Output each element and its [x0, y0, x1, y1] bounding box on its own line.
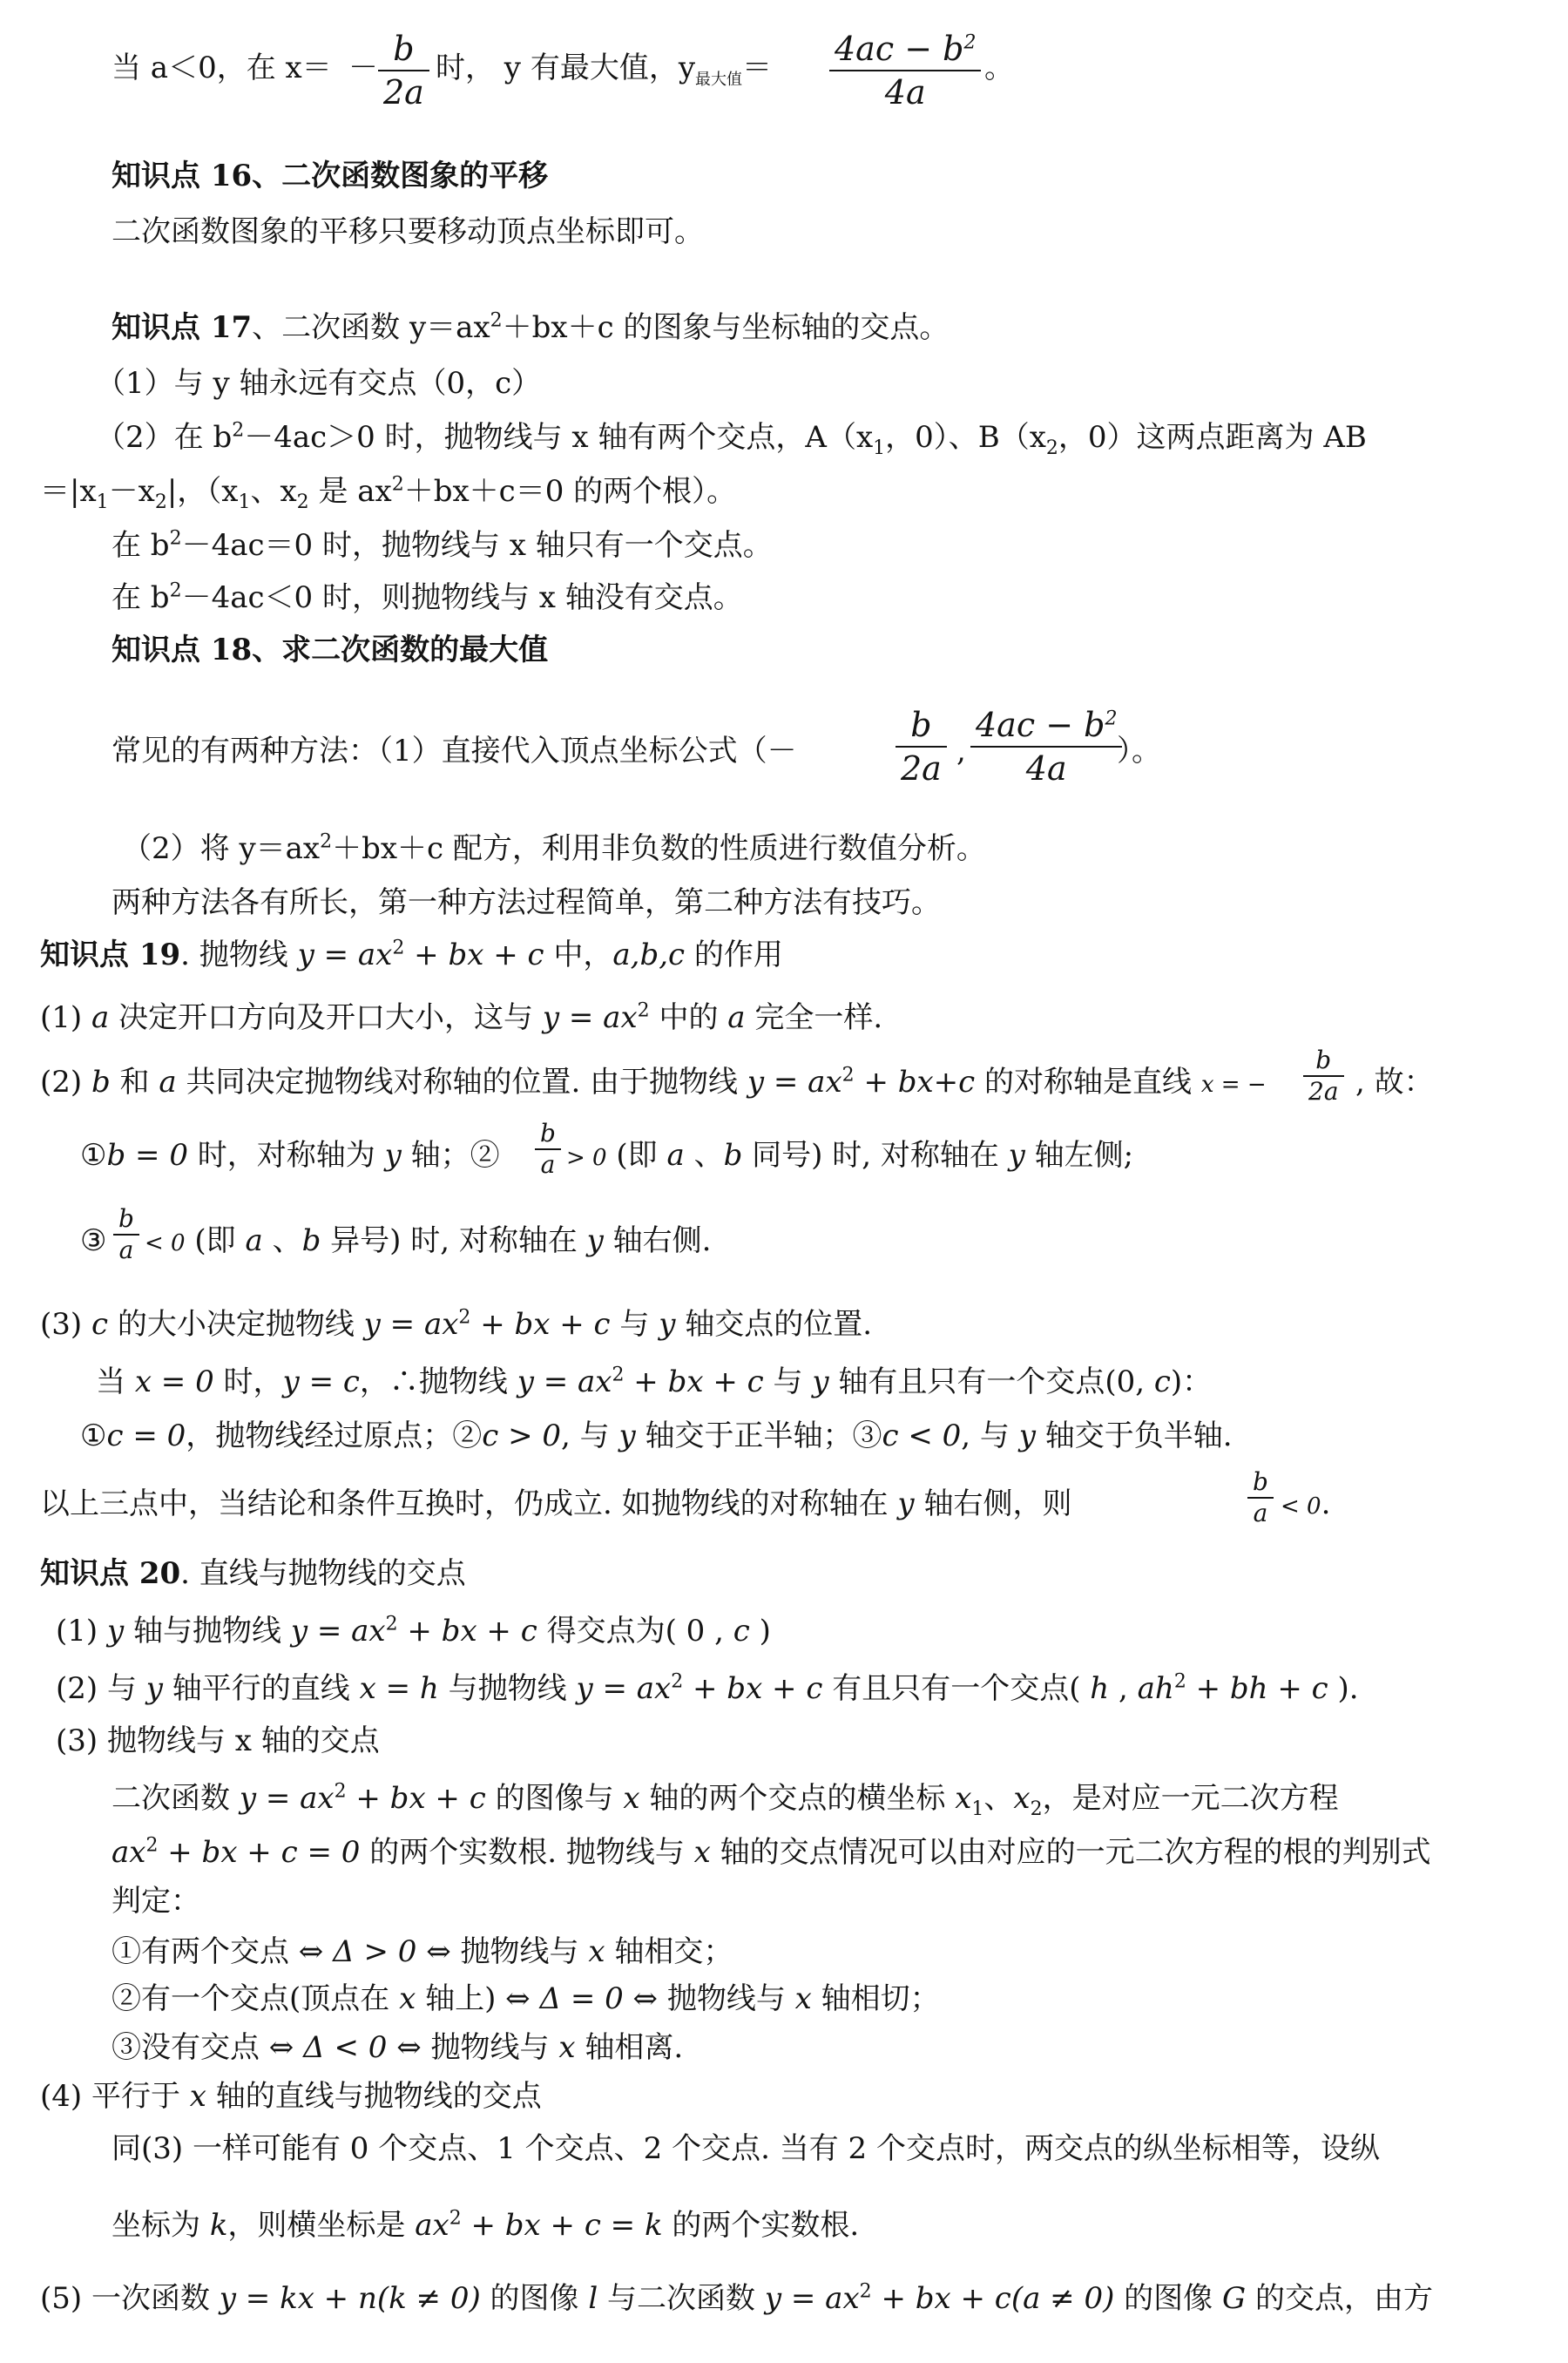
text: ，0）这两点距离为 AB [1058, 420, 1367, 455]
math: c > 0 [482, 1418, 562, 1453]
fraction-b-over-a [1247, 1467, 1274, 1528]
denominator: a [113, 1234, 139, 1265]
text: ，抛物线经过原点；② [186, 1418, 483, 1453]
text: ，则横坐标是 [227, 2208, 416, 2243]
period [984, 51, 1014, 85]
math: b = 0 [106, 1138, 188, 1173]
sup: 2 [637, 999, 650, 1022]
k20-item-4-body-2 [112, 2208, 859, 2243]
k19-item-3-cases [80, 1418, 1233, 1453]
text: )： [1170, 1364, 1213, 1399]
math: Δ > 0 [333, 1934, 417, 1969]
text: 在 b [112, 580, 170, 615]
text: －x [108, 474, 155, 509]
text: 轴交于正半轴；③ [635, 1418, 882, 1453]
text: 有且只有一个交点( [822, 1671, 1091, 1706]
numerator: b [910, 706, 932, 744]
math: l [588, 2281, 598, 2316]
text: ③没有交点 ⇔ [112, 2030, 304, 2065]
text: 、x [250, 474, 297, 509]
text: ). [1328, 1671, 1359, 1706]
math: a [666, 1138, 685, 1173]
subscript-max: 最大值 [695, 70, 743, 89]
text: ）。 [1117, 734, 1161, 768]
math: b [301, 1223, 321, 1258]
fraction-b-over-a [113, 1204, 139, 1265]
k20-title [40, 1556, 466, 1591]
math: c [91, 1307, 109, 1342]
minus-sign [348, 51, 378, 85]
k20-item-3: (3) 抛物线与 x 轴的交点 [56, 1723, 380, 1758]
k19-title [40, 938, 783, 972]
math: y = ax [297, 938, 393, 972]
k20-case-one [112, 1981, 940, 2016]
math: ax [112, 1835, 146, 1870]
text: 决定开口方向及开口大小，这与 [109, 1000, 543, 1035]
math: x [558, 2030, 576, 2065]
heading: 知识点 20 [40, 1556, 181, 1591]
text: 轴有且只有一个交点(0, [828, 1364, 1154, 1399]
text: 。 [984, 51, 1014, 85]
math: a [727, 1000, 746, 1035]
math: y [618, 1418, 636, 1453]
text: |，（x [166, 474, 239, 509]
text: (1) [56, 1614, 107, 1649]
text: 共同决定抛物线对称轴的位置. 由于抛物线 [176, 1065, 747, 1100]
math: + bx + c [683, 1671, 823, 1706]
text: 同号) 时, 对称轴在 [742, 1138, 1009, 1173]
text: 轴平行的直线 [163, 1671, 360, 1706]
sup: 2 [1105, 708, 1118, 730]
math: a [245, 1223, 263, 1258]
text: ＋bx＋c 的图象与坐标轴的交点。 [502, 310, 950, 345]
k19-item-3-detail [96, 1364, 1212, 1399]
text: 轴交于负半轴. [1035, 1418, 1233, 1453]
text: , [956, 734, 966, 768]
k16-title: 知识点 16、二次函数图象的平移 [112, 159, 549, 193]
numerator: b [1315, 1046, 1332, 1074]
text: 与 [763, 1364, 813, 1399]
math: + bx+c [854, 1065, 976, 1100]
k17-item-2 [96, 419, 1367, 459]
math: y = ax [764, 2281, 860, 2316]
text: 4ac − b [835, 30, 964, 68]
text: 、 [684, 1138, 724, 1173]
text: 的图像与 [485, 1781, 624, 1816]
text: 轴交点的位置. [675, 1307, 873, 1342]
k17-title [112, 310, 949, 345]
text: 的两个实数根. [662, 2208, 860, 2243]
text: （2）将 y＝ax [122, 831, 321, 866]
math: y = ax [290, 1614, 386, 1649]
sub: 1 [96, 491, 109, 513]
text: (2) 与 [56, 1671, 146, 1706]
math: c < 0 [882, 1418, 962, 1453]
sup: 2 [392, 937, 405, 959]
text: ＋bx＋c＝0 的两个根）。 [403, 474, 737, 509]
sup: 2 [1173, 1670, 1186, 1693]
text: , 与 [561, 1418, 619, 1453]
sub: 2 [1045, 437, 1058, 459]
math: y = ax [363, 1307, 459, 1342]
math: x [1013, 1781, 1031, 1816]
math: y [897, 1486, 915, 1521]
fraction-neg-b-over-2a [378, 28, 429, 113]
heading: 知识点 19 [40, 938, 181, 972]
k20-item-3-judge: 判定： [112, 1884, 200, 1919]
text: . [1321, 1486, 1331, 1521]
numerator: b [540, 1119, 556, 1148]
sup: 2 [334, 1780, 347, 1803]
text: ① [80, 1418, 107, 1453]
sup: 2 [841, 1064, 855, 1087]
math: c [1153, 1364, 1171, 1399]
text: 、 [262, 1223, 302, 1258]
text: 、 [983, 1781, 1014, 1816]
text: 轴右侧，则 [914, 1486, 1072, 1521]
text: ⇔ 抛物线与 [623, 1981, 795, 2016]
math: + bx + c [624, 1364, 764, 1399]
text: . 直线与抛物线的交点 [180, 1556, 466, 1591]
comma [956, 734, 966, 768]
sup: 2 [449, 2207, 462, 2230]
math: y [106, 1614, 125, 1649]
denominator: a [535, 1148, 561, 1180]
text: 轴；② [401, 1138, 500, 1173]
math: Δ < 0 [303, 2030, 388, 2065]
math: y = ax [517, 1364, 612, 1399]
text: ⇔ 抛物线与 [387, 2030, 559, 2065]
text: 的作用 [685, 938, 783, 972]
text: 的图像 [480, 2281, 589, 2316]
fraction-4ac-b2-over-4a [970, 704, 1122, 789]
text: 得交点为( 0 , [537, 1614, 733, 1649]
sup: 2 [232, 419, 245, 442]
math: c [733, 1614, 750, 1649]
math: < 0 [145, 1230, 186, 1256]
text: 轴与抛物线 [124, 1614, 291, 1649]
numerator [829, 28, 981, 70]
denominator: a [1247, 1497, 1274, 1528]
math: + bh + c [1186, 1671, 1328, 1706]
k16-body: 二次函数图象的平移只要移动顶点坐标即可。 [112, 214, 704, 249]
math: y [586, 1223, 604, 1258]
k19-case-diff-sign-cont [145, 1223, 712, 1261]
math: ax [415, 2208, 449, 2243]
k17-case-zero [112, 528, 773, 563]
math: y [1008, 1138, 1025, 1173]
math: y [659, 1307, 676, 1342]
math: a [159, 1065, 177, 1100]
text: 的对称轴是直线 [975, 1065, 1201, 1100]
sup: 2 [490, 309, 503, 332]
math: y = ax [576, 1671, 672, 1706]
text: (4) 平行于 [40, 2079, 190, 2114]
k18-title: 知识点 18、求二次函数的最大值 [112, 633, 549, 667]
denominator: 4a [970, 746, 1122, 789]
sup: 2 [963, 31, 977, 54]
k18-summary: 两种方法各有所长，第一种方法过程简单，第二种方法有技巧。 [112, 885, 941, 920]
math: b [723, 1138, 743, 1173]
text: 的交点，由方 [1246, 2281, 1433, 2316]
math: x [794, 1981, 812, 2016]
fraction-b-over-a [535, 1119, 561, 1180]
sup: 2 [385, 1613, 398, 1635]
numerator: b [393, 30, 415, 68]
close-paren [1117, 734, 1161, 768]
fraction-b-over-2a [1303, 1046, 1344, 1107]
math: y = ax [542, 1000, 638, 1035]
math: < 0 [1281, 1493, 1321, 1520]
line-max-value-cont [436, 51, 773, 89]
k19-item-2 [40, 1065, 1267, 1102]
sub: 2 [296, 491, 309, 513]
text: 轴的两个交点的横坐标 [639, 1781, 956, 1816]
sup: 2 [859, 2280, 872, 2303]
k19-case-same-sign [566, 1138, 1133, 1175]
k20-item-1 [56, 1614, 771, 1649]
sup: 2 [169, 579, 182, 602]
sup: 2 [391, 473, 404, 496]
text: －4ac＞0 时，抛物线与 x 轴有两个交点，A（x [244, 420, 874, 455]
math: + bx + c [470, 1307, 611, 1342]
sup: 2 [612, 1364, 625, 1386]
text: 常见的有两种方法：（1）直接代入顶点坐标公式（ [112, 734, 767, 768]
math: + bx + c = k [461, 2208, 663, 2243]
math: + bx + c [397, 1614, 537, 1649]
k20-item-5 [40, 2281, 1433, 2316]
k20-item-4-body: 同(3) 一样可能有 0 个交点、1 个交点、2 个交点. 当有 2 个交点时，两交点的纵坐标相等，设纵 [112, 2131, 1380, 2166]
text: (即 [606, 1138, 667, 1173]
math: y [812, 1364, 829, 1399]
text: 坐标为 [112, 2208, 210, 2243]
k20-case-none [112, 2030, 683, 2065]
heading: 知识点 17 [112, 310, 253, 345]
text: (3) [40, 1307, 91, 1342]
text: , [1109, 1671, 1138, 1706]
text: 的两个实数根. 抛物线与 [360, 1835, 694, 1870]
text: (2) [40, 1065, 91, 1100]
text: 中， [544, 938, 613, 972]
math: + bx + c [346, 1781, 486, 1816]
k17-item-1: （1）与 y 轴永远有交点（0，c） [96, 366, 542, 401]
sup: 2 [145, 1834, 159, 1857]
math: c = 0 [106, 1418, 186, 1453]
text: , 与 [961, 1418, 1019, 1453]
k19-case-diff-sign [80, 1223, 106, 1258]
denominator: 4a [829, 70, 981, 113]
text: ① [80, 1138, 107, 1173]
math: + bx + c = 0 [158, 1835, 361, 1870]
line-max-value [112, 51, 332, 85]
text: 时，对称轴为 [187, 1138, 385, 1173]
comma-therefore [1355, 1065, 1434, 1100]
math: x [623, 1781, 640, 1816]
text: . 抛物线 [180, 938, 298, 972]
text: (即 [185, 1223, 246, 1258]
math: y [1018, 1418, 1036, 1453]
k18-method-1 [112, 734, 797, 768]
numerator: b [118, 1204, 134, 1233]
text: 以上三点中，当结论和条件互换时，仍成立. 如抛物线的对称轴在 [40, 1486, 898, 1521]
text: －4ac＝0 时，抛物线与 x 轴只有一个交点。 [181, 528, 773, 563]
math: x [399, 1981, 416, 2016]
text: 轴相离. [575, 2030, 684, 2065]
sup: 2 [458, 1306, 471, 1329]
denominator: 2a [378, 70, 429, 113]
text: 与 [610, 1307, 659, 1342]
k20-item-3-body-2 [112, 1835, 1431, 1870]
sup: 2 [320, 830, 333, 853]
text: － [767, 734, 797, 768]
denominator: 2a [1303, 1075, 1344, 1107]
text: 轴上) ⇔ [416, 1981, 540, 2016]
math: k [209, 2208, 228, 2243]
text: 当 [96, 1364, 135, 1399]
text: 轴的直线与抛物线的交点 [206, 2079, 542, 2114]
math: x = h [359, 1671, 439, 1706]
math: y = c [282, 1364, 360, 1399]
math: x [588, 1934, 605, 1969]
math: x = − [1200, 1072, 1267, 1098]
text: 在 b [112, 528, 170, 563]
text: ，0）、B（x [885, 420, 1046, 455]
math: Δ = 0 [539, 1981, 624, 2016]
text: 中的 [649, 1000, 728, 1035]
k20-case-two [112, 1934, 733, 1969]
text: 二次函数 [112, 1781, 240, 1816]
text: 与二次函数 [598, 2281, 765, 2316]
text: ，∴抛物线 [359, 1364, 517, 1399]
math: h [1090, 1671, 1110, 1706]
text: 轴右侧. [603, 1223, 712, 1258]
text: ) [749, 1614, 771, 1649]
text: （2）在 b [96, 420, 233, 455]
text: 、二次函数 y＝ax [252, 310, 490, 345]
k19-item-3 [40, 1307, 872, 1342]
text: 完全一样. [745, 1000, 883, 1035]
math: a,b,c [612, 938, 686, 972]
math: a [91, 1000, 110, 1035]
k18-method-2 [122, 831, 986, 866]
k20-item-3-body [112, 1780, 1339, 1820]
text: 异号) 时, 对称轴在 [321, 1223, 587, 1258]
sub: 1 [238, 491, 251, 513]
text: 时， y 有最大值，y [436, 51, 696, 85]
k20-item-2 [56, 1671, 1359, 1706]
sub: 2 [1030, 1798, 1043, 1820]
math: ah [1137, 1671, 1174, 1706]
math: x [693, 1835, 711, 1870]
text: 轴相交； [605, 1934, 733, 1969]
math: y [145, 1671, 163, 1706]
text: ②有一个交点(顶点在 [112, 1981, 400, 2016]
math: x [189, 2079, 206, 2114]
text: 当 a＜0，在 x＝ [112, 51, 332, 85]
text: 的大小决定抛物线 [108, 1307, 364, 1342]
sub: 2 [154, 491, 167, 513]
math: y = kx + n(k ≠ 0) [219, 2281, 481, 2316]
text: (5) 一次函数 [40, 2281, 220, 2316]
sub: 1 [873, 437, 886, 459]
math: x = 0 [134, 1364, 214, 1399]
math: x [955, 1781, 972, 1816]
math: y [384, 1138, 402, 1173]
math: y = ax [239, 1781, 335, 1816]
text: 的图像 [1114, 2281, 1222, 2316]
text: ③ [80, 1223, 107, 1258]
sup: 2 [671, 1670, 684, 1693]
text: 4ac − b [976, 706, 1105, 744]
text: 与抛物线 [438, 1671, 577, 1706]
text: ⇔ 抛物线与 [416, 1934, 589, 1969]
text: (1) [40, 1000, 91, 1035]
math: + bx + c [404, 938, 544, 972]
text: ＝|x [40, 474, 97, 509]
text: 时， [213, 1364, 283, 1399]
sub: 1 [971, 1798, 984, 1820]
math: + bx + c(a ≠ 0) [871, 2281, 1115, 2316]
text: ①有两个交点 ⇔ [112, 1934, 334, 1969]
math: G [1222, 2281, 1247, 2316]
k19-converse [40, 1486, 1071, 1521]
k17-item-2-cont [40, 473, 737, 513]
k19-converse-end [1281, 1486, 1330, 1524]
numerator [970, 704, 1122, 746]
k20-item-4 [40, 2079, 542, 2114]
math: b [91, 1065, 111, 1100]
text: －4ac＜0 时，则抛物线与 x 轴没有交点。 [181, 580, 743, 615]
text: 轴相切； [811, 1981, 940, 2016]
text: ＝ [742, 51, 773, 85]
fraction-neg-b-over-2a [896, 704, 947, 789]
text: ＋bx＋c 配方，利用非负数的性质进行数值分析。 [332, 831, 986, 866]
text: , 故： [1355, 1065, 1434, 1100]
math: y = ax [747, 1065, 842, 1100]
text: 轴左侧; [1024, 1138, 1134, 1173]
text: ，是对应一元二次方程 [1042, 1781, 1339, 1816]
text: 和 [110, 1065, 159, 1100]
math: > 0 [566, 1145, 607, 1171]
k19-case-b-zero [80, 1138, 500, 1173]
denominator: 2a [896, 746, 947, 789]
numerator: b [1253, 1467, 1268, 1496]
text: 轴的交点情况可以由对应的一元二次方程的根的判别式 [710, 1835, 1431, 1870]
k19-item-1 [40, 1000, 882, 1035]
fraction-4ac-b2-over-4a [829, 28, 981, 113]
k17-case-negative [112, 580, 743, 615]
text: 是 ax [308, 474, 392, 509]
text: － [348, 51, 378, 85]
sup: 2 [169, 527, 182, 550]
